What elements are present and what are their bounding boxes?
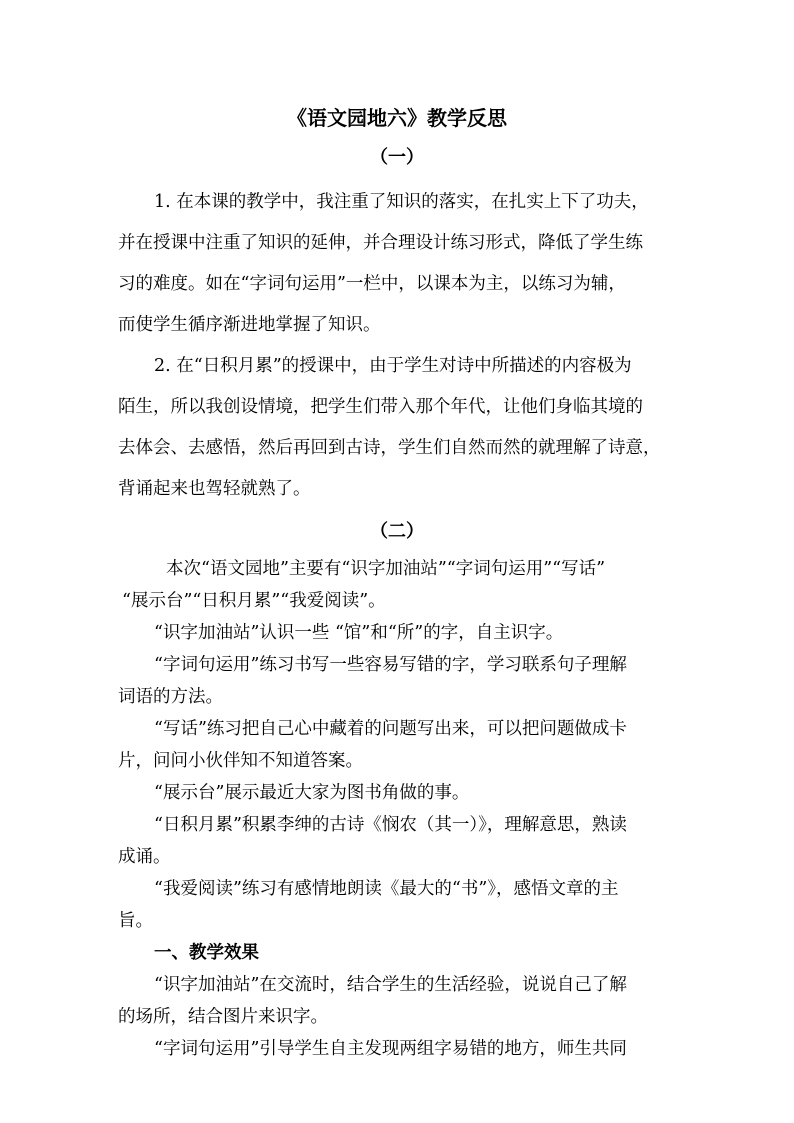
section-1-body xyxy=(118,182,678,510)
text-line: “字词句运用”练习书写一些容易写错的字，学习联系句子理解 xyxy=(154,655,627,675)
document-title: 《语文园地六》教学反思 xyxy=(287,106,507,130)
text-line: 陌生，所以我创设情境，把学生们带入那个年代，让他们身临其境的 xyxy=(118,397,643,417)
text-line: 片，问问小伙伴知不知道答案。 xyxy=(118,751,363,771)
section-heading-1: （一） xyxy=(370,147,424,168)
text-line: “展示台”“日积月累”“我爱阅读”。 xyxy=(122,591,386,611)
text-line: 并在授课中注重了知识的延伸，并合理设计练习形式，降低了学生练 xyxy=(118,233,643,253)
text-line: 2. 在“日积月累”的授课中，由于学生对诗中所描述的内容极为 xyxy=(154,356,632,376)
text-line: 去体会、去感悟，然后再回到古诗，学生们自然而然的就理解了诗意， xyxy=(118,438,661,458)
section-heading-2: （二） xyxy=(370,521,424,542)
text-line: “识字加油站”在交流时，结合学生的生活经验，说说自己了解 xyxy=(154,975,627,995)
subheading-teaching-effect: 一、教学效果 xyxy=(154,943,259,963)
text-line: 旨。 xyxy=(118,911,153,931)
text-line: 习的难度。如在“字词句运用”一栏中，以课本为主，以练习为辅， xyxy=(118,274,626,294)
text-line: 本次“语文园地”主要有“识字加油站”“字词句运用”“写话” xyxy=(166,559,606,579)
text-line: 而使学生循序渐进地掌握了知识。 xyxy=(118,315,381,335)
text-line: “识字加油站”认识一些 “馆”和“所”的字，自主识字。 xyxy=(154,623,564,643)
section-2-body xyxy=(118,553,678,1065)
text-line: “日积月累”积累李绅的古诗《悯农（其一）》，理解意思，熟读 xyxy=(154,815,627,835)
text-line: 成诵。 xyxy=(118,847,171,867)
text-line: 的场所，结合图片来识字。 xyxy=(118,1007,328,1027)
text-line: “写话”练习把自己心中藏着的问题写出来，可以把问题做成卡 xyxy=(154,719,627,739)
text-line: 1. 在本课的教学中，我注重了知识的落实，在扎实上下了功夫， xyxy=(154,192,649,212)
text-line: “展示台”展示最近大家为图书角做的事。 xyxy=(154,783,470,803)
text-line: “我爱阅读”练习有感情地朗读《最大的“书”》，感悟文章的主 xyxy=(154,879,619,899)
text-line: “字词句运用”引导学生自主发现两组字易错的地方，师生共同 xyxy=(154,1039,627,1059)
text-line: 词语的方法。 xyxy=(118,687,223,707)
text-line: 背诵起来也驾轻就熟了。 xyxy=(118,479,311,499)
